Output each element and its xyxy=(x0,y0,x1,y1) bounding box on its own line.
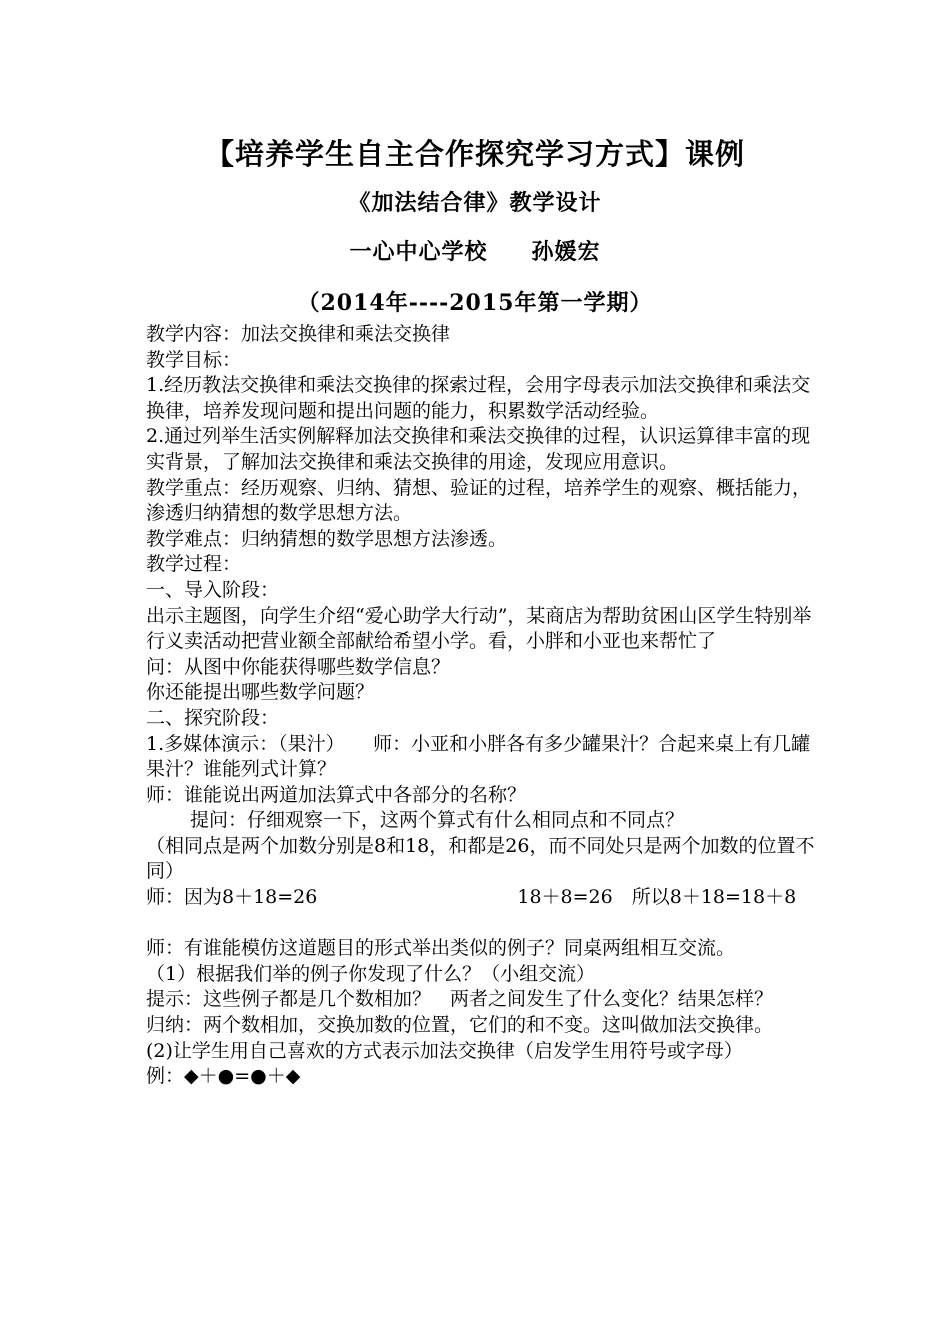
key-point: 教学重点：经历观察、归纳、猜想、验证的过程，培养学生的观察、概括能力，渗透归纳猜想的数学思想方法。 xyxy=(146,476,812,525)
stage-1-heading: 一、导入阶段： xyxy=(146,578,280,601)
teaching-goal-2: 2.通过列举生活实例解释加法交换律和乘法交换律的过程，认识运算律丰富的现实背景，了解加法交换律和乘法交换律的用途，发现应用意识。 xyxy=(146,425,811,473)
lesson-title: 《加法结合律》教学设计 xyxy=(348,190,602,216)
document-title: 【培养学生自主合作探究学习方式】课例 xyxy=(204,137,745,171)
representation-prompt: (2)让学生用自己喜欢的方式表示加法交换律（启发学生用符号或字母） xyxy=(146,1039,743,1062)
document-body xyxy=(146,322,826,1090)
teaching-goal-label: 教学目标： xyxy=(146,348,242,371)
blank-line xyxy=(146,911,826,937)
question-2: 你还能提出哪些数学问题？ xyxy=(146,681,375,704)
process-label: 教学过程： xyxy=(146,553,242,576)
summary-paragraph: 归纳：两个数相加，交换加数的位置，它们的和不变。这叫做加法交换律。 xyxy=(146,1014,774,1037)
author-name: 孙媛宏 xyxy=(531,239,601,265)
teacher-question-1: 师：谁能说出两道加法算式中各部分的名称？ xyxy=(146,783,527,806)
teacher-question-2: 提问：仔细观察一下，这两个算式有什么相同点和不同点？ xyxy=(190,809,685,832)
difficulty: 教学难点：归纳猜想的数学思想方法渗透。 xyxy=(146,527,508,550)
equation-line xyxy=(146,885,826,911)
question-1: 问：从图中你能获得哪些数学信息？ xyxy=(146,655,451,678)
equation-part-b: 18＋8=26 所以8＋18=18＋8 xyxy=(517,886,797,909)
equation-part-a: 师：因为8＋18=26 xyxy=(146,886,318,909)
discovery-question: （1）根据我们举的例子你发现了什么？（小组交流） xyxy=(146,962,596,985)
teaching-content: 教学内容：加法交换律和乘法交换律 xyxy=(146,323,451,345)
school-author-line xyxy=(0,235,950,266)
symbol-example: 例：◆＋●=●＋◆ xyxy=(146,1065,301,1088)
school-name: 一心中心学校 xyxy=(349,239,488,265)
hint-paragraph: 提示：这些例子都是几个数相加？ 两者之间发生了什么变化？结果怎样？ xyxy=(146,988,774,1011)
intro-paragraph: 出示主题图，向学生介绍“爱心助学大行动”，某商店为帮助贫困山区学生特别举行义卖活动把营业额全部献给希望小学。看，小胖和小亚也来帮忙了 xyxy=(146,604,812,653)
similarity-note: （相同点是两个加数分别是8和18，和都是26，而不同处只是两个加数的位置不同） xyxy=(146,834,815,883)
media-demo: 1.多媒体演示：（果汁） 师：小亚和小胖各有多少罐果汁？合起来桌上有几罐果汁？谁能列式计算？ xyxy=(146,732,811,781)
teacher-example-prompt: 师：有谁能模仿这道题目的形式举出类似的例子？同桌两组相互交流。 xyxy=(146,937,736,960)
term-line: （2014年----2015年第一学期） xyxy=(297,290,653,316)
teaching-goal-1: 1.经历教法交换律和乘法交换律的探索过程，会用字母表示加法交换律和乘法交换律，培养发现问题和提出问题的能力，积累数学活动经验。 xyxy=(146,374,811,422)
stage-2-heading: 二、探究阶段： xyxy=(146,706,280,729)
